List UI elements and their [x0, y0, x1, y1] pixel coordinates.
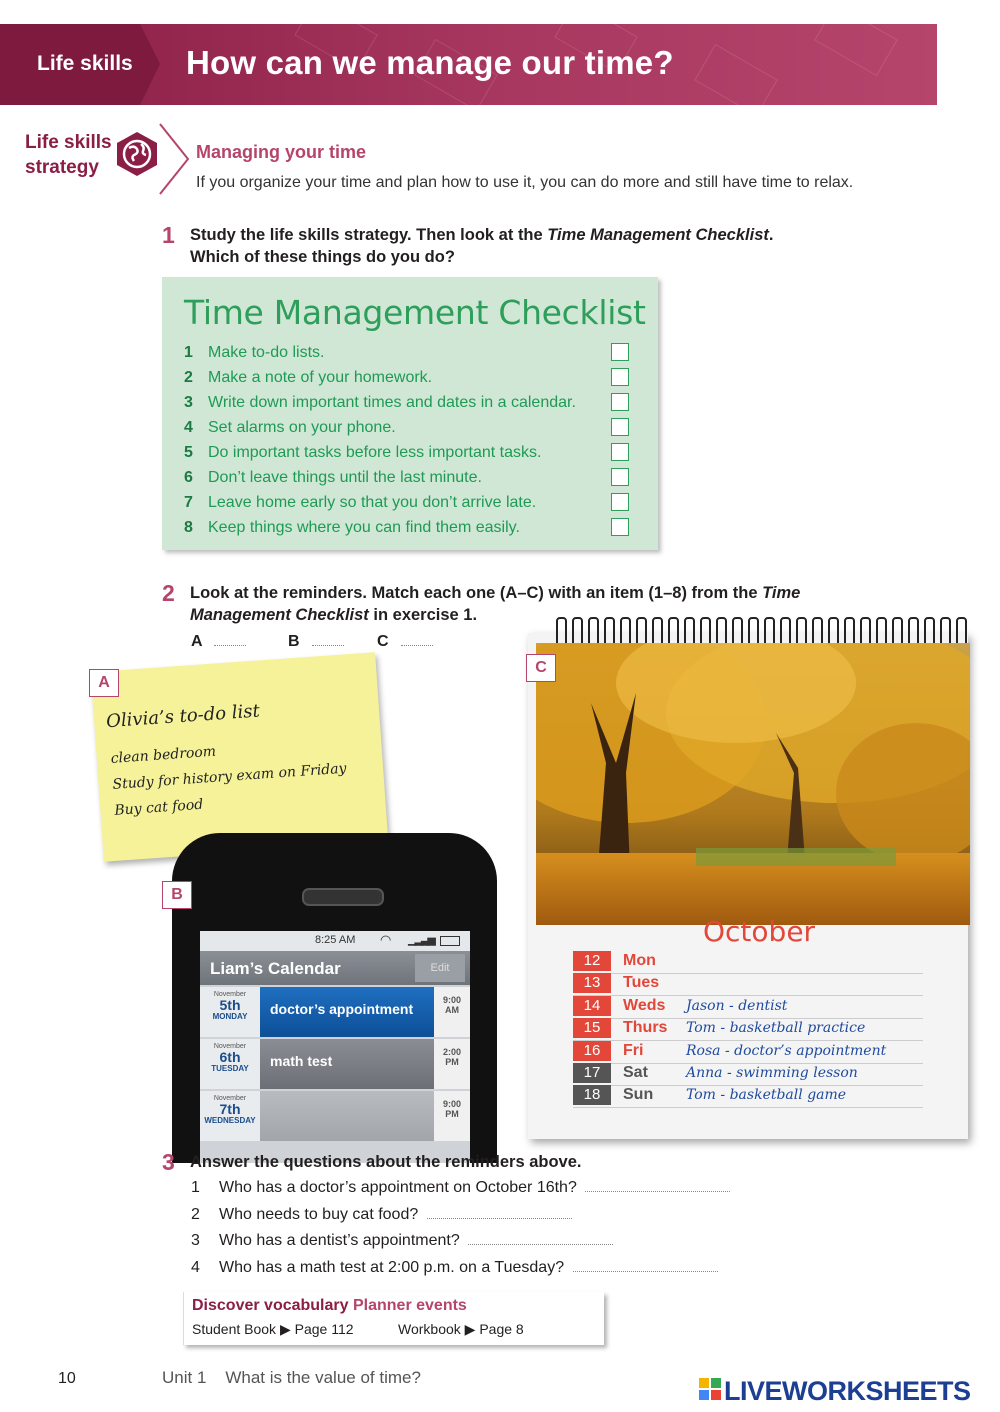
calendar-note: Jason - dentist [686, 997, 788, 1014]
event-day: 6th [219, 1049, 241, 1065]
checklist-item [184, 415, 396, 440]
checklist-item-number: 6 [184, 468, 193, 486]
event-date [200, 1039, 260, 1089]
discover-topic: Planner events [352, 1297, 467, 1314]
checklist-item-text: Leave home early so that you don’t arrive late. [208, 493, 537, 511]
calendar-weekday: Fri [623, 1041, 644, 1059]
checklist-checkbox[interactable] [611, 368, 629, 386]
checklist-checkbox[interactable] [611, 343, 629, 361]
footer-unit-number: Unit 1 [162, 1368, 207, 1387]
checklist-item-text: Write down important times and dates in a calendar. [208, 393, 576, 411]
event-month: November [213, 1095, 247, 1102]
tag-a: A [89, 669, 119, 697]
calendar-day-row [573, 951, 923, 974]
calendar-note: Tom - basketball game [686, 1087, 847, 1104]
checklist-item-number: 8 [184, 518, 193, 536]
note-title: Olivia’s to-do list [105, 700, 261, 733]
calendar-weekday: Sun [623, 1086, 654, 1104]
exercise1-text-italic: Time Management Checklist [547, 226, 769, 244]
answer-line[interactable] [585, 1191, 730, 1192]
calendar-day-row [573, 1085, 923, 1108]
checklist-item-number: 3 [184, 393, 193, 411]
note-item: Buy cat food [113, 796, 204, 819]
event-time-period: PM [445, 1109, 459, 1119]
checklist-item-number: 4 [184, 418, 193, 436]
exercise3-heading: Answer the questions about the reminders above. [190, 1153, 582, 1171]
exercise1-text-a: Study the life skills strategy. Then look at the [190, 226, 548, 244]
calendar-title: Liam’s Calendar [210, 959, 341, 978]
desk-calendar [528, 633, 968, 1139]
calendar-day-row [573, 1063, 923, 1086]
checklist-item-text: Don’t leave things until the last minute. [208, 468, 482, 486]
checklist-item [184, 365, 432, 390]
strategy-heading: Managing your time [196, 142, 367, 162]
event-time [434, 1091, 470, 1141]
checklist-checkbox[interactable] [611, 393, 629, 411]
exercise2-number: 2 [162, 580, 175, 606]
exercise2-text-italic1: Time [762, 584, 801, 602]
question-number: 3 [191, 1232, 200, 1249]
question-row [191, 1179, 730, 1197]
checklist-item [184, 340, 324, 365]
discover-heading [192, 1297, 467, 1315]
question-number: 4 [191, 1258, 200, 1276]
answer-blank-c[interactable]: C [377, 633, 433, 651]
note-item: clean bedroom [110, 743, 217, 767]
checklist-item-text: Do important tasks before less important tasks. [208, 443, 542, 461]
note-item: Study for history exam on Friday [112, 760, 347, 793]
workbook-ref: Workbook ▶ Page 8 [398, 1321, 524, 1337]
event-weekday: MONDAY [212, 1012, 248, 1021]
calendar-date: 12 [573, 951, 611, 971]
calendar-day-row [573, 1041, 923, 1064]
phone-speaker [302, 888, 384, 906]
calendar-date: 17 [573, 1063, 611, 1083]
edit-button[interactable]: Edit [415, 954, 465, 982]
question-text: Who needs to buy cat food? [219, 1205, 419, 1223]
liveworksheets-brand: LIVEWORKSHEETS [724, 1376, 971, 1406]
event-time-period: PM [445, 1057, 459, 1067]
event-day: 7th [219, 1101, 241, 1117]
checklist-checkbox[interactable] [611, 518, 629, 536]
calendar-note: Tom - basketball practice [686, 1020, 866, 1037]
calendar-weekday: Sat [623, 1064, 648, 1081]
calendar-date: 16 [573, 1041, 611, 1061]
exercise1-number: 1 [162, 222, 175, 248]
calendar-date: 14 [573, 996, 611, 1016]
question-row [191, 1259, 718, 1277]
tag-c: C [526, 654, 556, 682]
checklist-item-number: 2 [184, 368, 193, 386]
calendar-header [200, 951, 470, 985]
exercise3-number: 3 [162, 1149, 175, 1175]
answer-line[interactable] [573, 1271, 718, 1272]
question-number: 1 [191, 1179, 200, 1196]
question-text: Who has a math test at 2:00 p.m. on a Tuesday? [219, 1258, 565, 1276]
event-time [434, 987, 470, 1037]
calendar-event-row[interactable] [200, 1091, 470, 1141]
event-month: November [213, 1043, 247, 1050]
liveworksheets-logo-icon [699, 1378, 721, 1400]
page-title: How can we manage our time? [186, 44, 674, 81]
student-book-ref: Student Book ▶ Page 112 [192, 1321, 354, 1337]
checklist-item [184, 465, 482, 490]
time-management-checklist [162, 277, 658, 550]
footer-unit-title: What is the value of time? [225, 1368, 421, 1387]
event-time-value: 9:00 [442, 1099, 461, 1109]
status-bar [200, 931, 470, 951]
strategy-label-line1: Life skills [25, 132, 112, 153]
event-date [200, 987, 260, 1037]
strategy-chevron [158, 122, 192, 196]
exercise2-text-a: Look at the reminders. Match each one (A–C) with an item (1–8) from the [190, 584, 763, 602]
checklist-item-text: Make to-do lists. [208, 343, 325, 361]
event-time [434, 1039, 470, 1089]
event-time-value: 9:00 [442, 995, 461, 1005]
checklist-item-number: 7 [184, 493, 193, 511]
discover-label: Discover vocabulary [192, 1297, 349, 1314]
checklist-item-text: Set alarms on your phone. [208, 418, 396, 436]
signal-icon: ▁▂▃▅ [408, 934, 434, 946]
exercise1-text-line2: Which of these things do you do? [190, 248, 455, 266]
event-date [200, 1091, 260, 1141]
event-time-period: AM [445, 1005, 459, 1015]
checklist-checkbox[interactable] [611, 468, 629, 486]
phone [172, 833, 497, 1163]
exercise2-text-italic2: Management Checklist [190, 606, 369, 624]
answer-line[interactable] [427, 1218, 572, 1219]
strategy-label-line2: strategy [25, 157, 99, 178]
checklist-checkbox[interactable] [611, 443, 629, 461]
checklist-checkbox[interactable] [611, 418, 629, 436]
calendar-note: Anna - swimming lesson [686, 1065, 858, 1081]
calendar-note: Rosa - doctor’s appointment [686, 1042, 887, 1059]
calendar-date: 15 [573, 1018, 611, 1038]
checklist-item-number: 1 [184, 343, 193, 361]
globe-icon [113, 130, 161, 178]
calendar-day-row [573, 973, 923, 996]
calendar-date: 13 [573, 973, 611, 993]
event-month: November [213, 991, 247, 998]
checklist-item-text: Keep things where you can find them easily. [208, 518, 520, 536]
wifi-icon: ◠ [380, 932, 392, 947]
exercise1-text-b: . [768, 226, 774, 244]
battery-icon [440, 936, 460, 946]
calendar-day-row [573, 996, 923, 1019]
question-number: 2 [191, 1205, 200, 1223]
page-number: 10 [58, 1370, 76, 1387]
discover-vocabulary-box [183, 1292, 604, 1345]
status-time: 8:25 AM [315, 934, 356, 946]
section-tab-label: Life skills [37, 52, 133, 75]
calendar-event-row[interactable] [200, 987, 470, 1037]
event-weekday: TUESDAY [211, 1064, 249, 1073]
event-title: doctor’s appointment [270, 1001, 414, 1017]
event-weekday: WEDNESDAY [204, 1116, 256, 1125]
calendar-date: 18 [573, 1085, 611, 1105]
event-time-value: 2:00 [442, 1047, 461, 1057]
sticky-note [91, 652, 389, 861]
checklist-item [184, 515, 520, 540]
calendar-weekday: Thurs [623, 1019, 668, 1037]
calendar-weekday: Weds [623, 996, 666, 1014]
autumn-photo [536, 643, 970, 925]
checklist-title: Time Management Checklist [184, 293, 646, 332]
exercise2-text-b: in exercise 1. [368, 606, 478, 624]
checklist-item [184, 390, 576, 415]
strategy-label [25, 130, 120, 180]
footer-unit [162, 1368, 421, 1388]
calendar-weekday: Mon [623, 952, 656, 969]
checklist-item-text: Make a note of your homework. [208, 368, 433, 386]
tag-b: B [162, 881, 192, 909]
calendar-day-row [573, 1018, 923, 1041]
answer-line[interactable] [468, 1244, 613, 1245]
calendar-event-row[interactable] [200, 1039, 470, 1089]
checklist-checkbox[interactable] [611, 493, 629, 511]
question-row [191, 1232, 613, 1250]
event-title: math test [270, 1053, 333, 1069]
question-text: Who has a doctor’s appointment on October 16th? [219, 1179, 577, 1196]
exercise1-instructions [190, 224, 773, 268]
checklist-item [184, 490, 536, 515]
question-row [191, 1206, 572, 1224]
event-day: 5th [219, 997, 241, 1013]
phone-screen [200, 931, 470, 1163]
calendar-month: October [703, 915, 816, 948]
checklist-item [184, 440, 541, 465]
strategy-text: If you organize your time and plan how to use it, you can do more and still have time to relax. [196, 174, 854, 191]
question-text: Who has a dentist’s appointment? [219, 1232, 460, 1249]
checklist-item-number: 5 [184, 443, 193, 461]
answer-blank-a[interactable]: A [191, 633, 246, 651]
answer-blank-b[interactable]: B [288, 633, 344, 651]
calendar-weekday: Tues [623, 974, 660, 992]
